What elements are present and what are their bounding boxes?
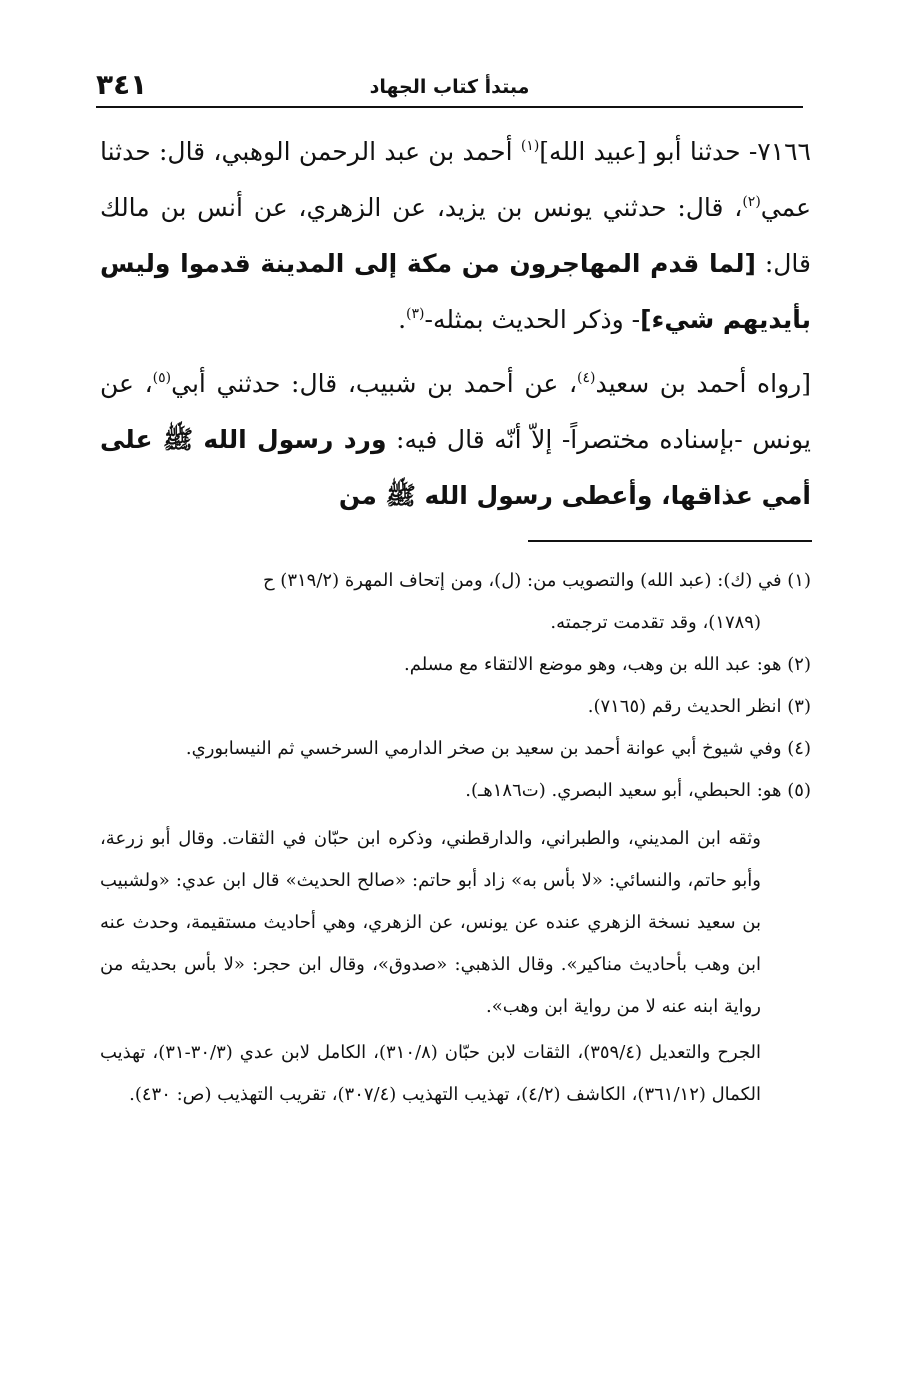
footnote-ref: (١) [520,138,540,154]
footnotes [100,560,811,1116]
footnote-separator [528,540,812,542]
footnote-3: (٣) انظر الحديث رقم (٧١٦٥). [587,696,811,717]
footnote-5: (٥) هو: الحبطي، أبو سعيد البصري. (ت١٨٦هـ). [465,780,811,801]
running-title: مبتدأ كتاب الجهاد [369,76,530,98]
footnote-2: (٢) هو: عبد الله بن وهب، وهو موضع الالتقاء مع مسلم. [404,654,811,675]
footnote-ref: (٢) [742,194,761,210]
hadith-matn-bold: [لما قدم المهاجرون من مكة إلى المدينة قدموا وليس بأيديهم شيء] [100,249,811,334]
hadith-paragraph [100,124,811,348]
text-run: . [398,305,407,334]
hadith-matn-bold: ورد رسول الله ﷺ على أمي عذاقها، وأعطى رسول الله ﷺ من [100,425,811,510]
main-text [100,124,811,524]
page-number: ٣٤١ [96,68,148,101]
page-header [96,66,803,108]
footnote-ref: (٣) [406,306,425,322]
text-run: ، قال: حدثني يونس بن يزيد، عن الزهري، عن أنس بن مالك قال: [100,193,811,278]
footnote-4: (٤) وفي شيوخ أبي عوانة أحمد بن سعيد بن صخر الدارمي السرخسي ثم النيسابوري. [185,738,811,759]
footnote-1-continued: (١٧٨٩)، وقد تقدمت ترجمته. [550,612,761,633]
text-run: - وذكر الحديث بمثله- [424,305,641,334]
footnote-5-sources: الجرح والتعديل (٣٥٩/٤)، الثقات لابن حبّان (٣١٠/٨)، الكامل لابن عدي (٣٠/٣-٣١)، تهذيب الكمال (٣٦١/١٢)، الكاشف (٤/٢)، تهذيب التهذيب (٣٠٧/٤)، تقريب التهذيب (ص: ٤٣٠). [100,1042,761,1105]
text-run: ، عن يونس -بإسناده مختصراً- إلاّ أنّه قال فيه: [100,369,811,454]
text-run: ٧١٦٦- حدثنا أبو [عبيد الله] [539,137,811,166]
riwaya-paragraph [100,356,811,524]
footnote-1: (١) في (ك): (عبد الله) والتصويب من: (ل)، ومن إتحاف المهرة (٣١٩/٢) ح [262,570,811,591]
text-run: ، عن أحمد بن شبيب، قال: حدثني أبي [171,369,578,398]
text-run: [رواه أحمد بن سعيد [595,369,811,398]
footnote-5-narrator-assessment: وثقه ابن المديني، والطبراني، والدارقطني، وذكره ابن حبّان في الثقات. وقال أبو زرعة، وأبو حاتم، والنسائي: «لا بأس به» زاد أبو حاتم: «صالح الحديث» قال ابن عدي: «ولشبيب بن سعيد نسخة الزهري عنده عن يونس، عن الزهري، وهي أحاديث مستقيمة، وحدث عنه ابن وهب بأحاديث مناكير». وقال الذهبي: «صدوق»، وقال ابن حجر: «لا بأس بحديثه من رواية ابنه عنه لا من رواية ابن وهب». [100,828,761,1017]
footnote-ref: (٤) [577,370,596,386]
text-run: أحمد بن عبد الرحمن الوهبي، قال: حدثنا عمي [100,137,811,222]
footnote-ref: (٥) [152,370,172,386]
